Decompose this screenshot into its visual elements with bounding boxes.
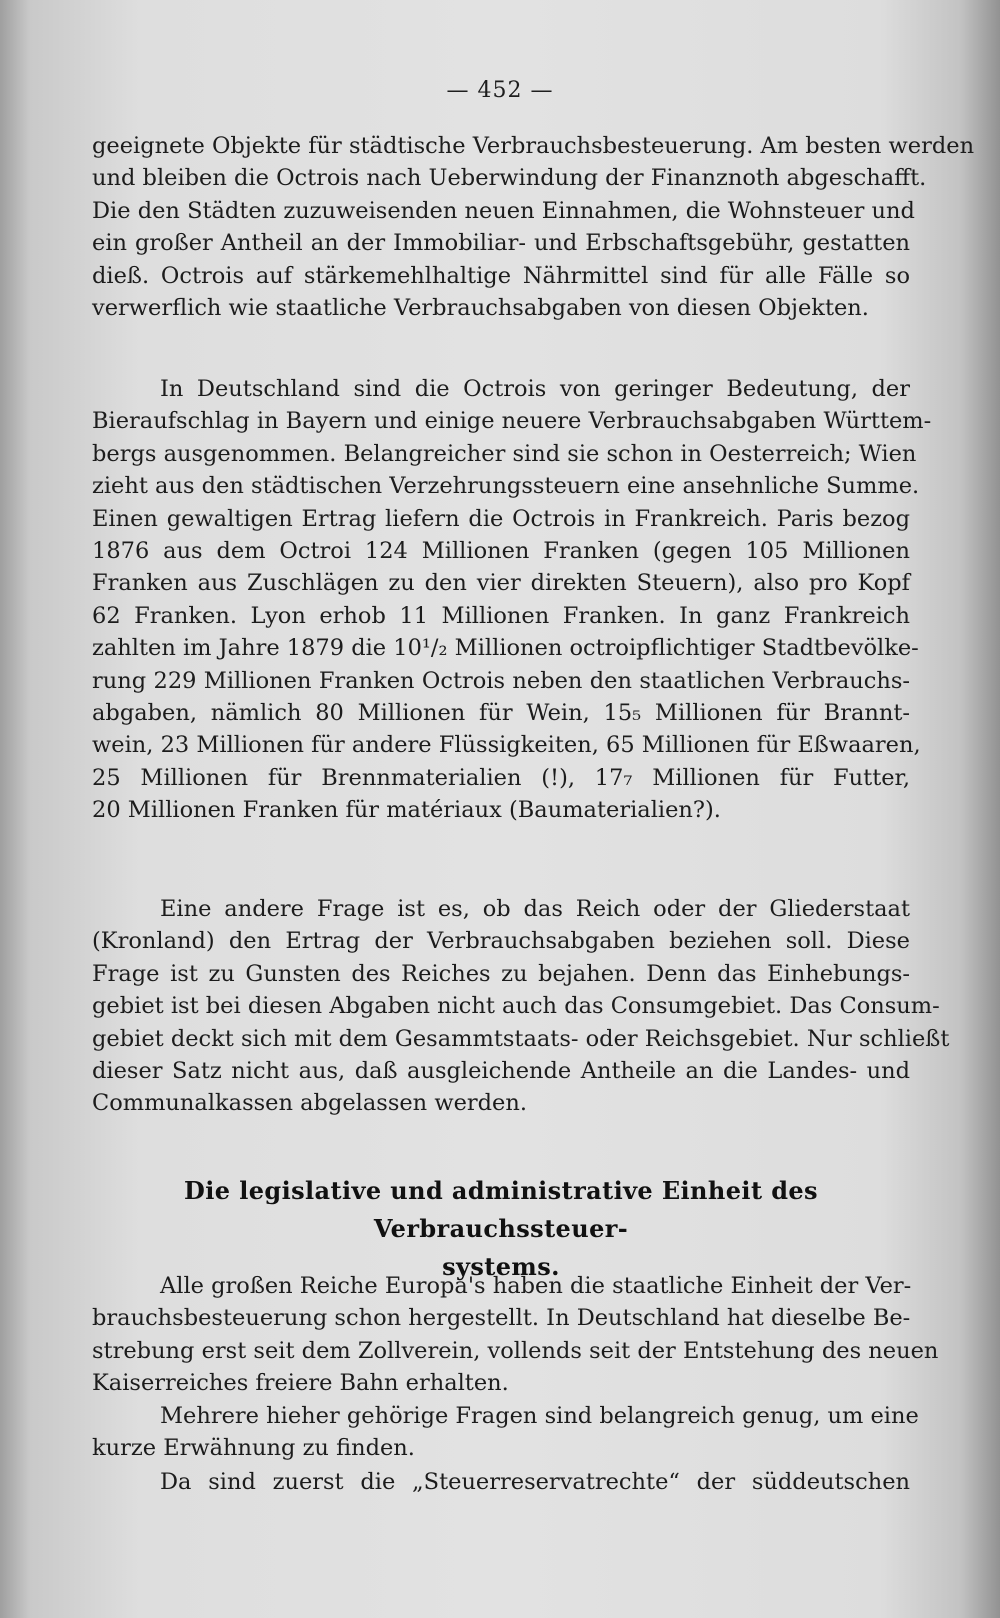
text-line: zahlten im Jahre 1879 die 10¹/₂ Millionen octroipflichtiger Stadtbevölke- xyxy=(92,635,919,662)
text-line: Franken aus Zuschlägen zu den vier direkten Steuern), also pro Kopf xyxy=(92,570,910,597)
section-heading xyxy=(92,1172,910,1286)
text-line: Alle großen Reiche Europa's haben die staatliche Einheit der Ver- xyxy=(160,1273,912,1299)
text-line: bergs ausgenommen. Belangreicher sind sie schon in Oesterreich; Wien xyxy=(92,440,917,467)
text-line: Bieraufschlag in Bayern und einige neuere Verbrauchsabgaben Württem- xyxy=(92,408,932,435)
text-line: Einen gewaltigen Ertrag liefern die Octrois in Frankreich. Paris bezog xyxy=(92,505,910,532)
text-line: In Deutschland sind die Octrois von geringer Bedeutung, der xyxy=(160,376,910,402)
paragraph-reservatrechte xyxy=(92,1466,910,1498)
paragraph-octrois-objects xyxy=(92,130,975,324)
text-line: Frage ist zu Gunsten des Reiches zu bejahen. Denn das Einhebungs- xyxy=(92,960,910,987)
text-line: und bleiben die Octrois nach Ueberwindung der Finanznoth abgeschafft. xyxy=(92,165,927,192)
heading-line: systems. xyxy=(442,1252,560,1281)
text-line: strebung erst seit dem Zollverein, vollends seit der Entstehung des neuen xyxy=(92,1337,939,1364)
text-line: zieht aus den städtischen Verzehrungssteuern eine ansehnliche Summe. xyxy=(92,473,920,500)
paragraph-reich-or-state xyxy=(92,893,950,1120)
text-line: verwerflich wie staatliche Verbrauchsabgaben von diesen Objekten. xyxy=(92,295,869,322)
text-line: abgaben, nämlich 80 Millionen für Wein, 15₅ Millionen für Brannt- xyxy=(92,700,910,727)
text-line: wein, 23 Millionen für andere Flüssigkeiten, 65 Millionen für Eßwaaren, xyxy=(92,732,921,759)
text-line: gebiet ist bei diesen Abgaben nicht auch das Consumgebiet. Das Consum- xyxy=(92,993,940,1020)
paragraph-questions xyxy=(92,1400,919,1465)
text-line: kurze Erwähnung zu finden. xyxy=(92,1435,415,1462)
text-line: rung 229 Millionen Franken Octrois neben den staatlichen Verbrauchs- xyxy=(92,667,910,694)
text-line: (Kronland) den Ertrag der Verbrauchsabgaben beziehen soll. Diese xyxy=(92,928,910,955)
text-line: Eine andere Frage ist es, ob das Reich oder der Gliederstaat xyxy=(160,896,910,922)
text-line: 1876 aus dem Octroi 124 Millionen Franken (gegen 105 Millionen xyxy=(92,538,910,565)
text-line: Kaiserreiches freiere Bahn erhalten. xyxy=(92,1370,509,1397)
paragraph-octrois-germany-france xyxy=(92,373,932,827)
heading-line: Die legislative und administrative Einheit des Verbrauchssteuer- xyxy=(184,1176,818,1243)
text-line: dieser Satz nicht aus, daß ausgleichende Antheile an die Landes- und xyxy=(92,1058,910,1085)
text-line: 25 Millionen für Brennmaterialien (!), 17₇ Millionen für Futter, xyxy=(92,764,910,791)
text-line: dieß. Octrois auf stärkemehlhaltige Nährmittel sind für alle Fälle so xyxy=(92,262,910,289)
text-line: 62 Franken. Lyon erhob 11 Millionen Franken. In ganz Frankreich xyxy=(92,602,910,629)
text-line: Die den Städten zuzuweisenden neuen Einnahmen, die Wohnsteuer und xyxy=(92,197,915,224)
text-line: ein großer Antheil an der Immobiliar- und Erbschaftsgebühr, gestatten xyxy=(92,230,910,257)
text-line: Mehrere hieher gehörige Fragen sind belangreich genug, um eine xyxy=(160,1403,919,1429)
text-line: Communalkassen abgelassen werden. xyxy=(92,1090,528,1117)
page-number: — 452 — xyxy=(446,78,554,103)
text-line: Da sind zuerst die „Steuerreservatrechte“ der süddeutschen xyxy=(160,1469,910,1495)
text-line: 20 Millionen Franken für matériaux (Baumaterialien?). xyxy=(92,797,721,824)
text-line: geeignete Objekte für städtische Verbrauchsbesteuerung. Am besten werden xyxy=(92,133,975,159)
text-line: gebiet deckt sich mit dem Gesammtstaats- oder Reichsgebiet. Nur schließt xyxy=(92,1025,950,1052)
text-line: brauchsbesteuerung schon hergestellt. In Deutschland hat dieselbe Be- xyxy=(92,1305,911,1332)
paragraph-european-unity xyxy=(92,1270,939,1400)
